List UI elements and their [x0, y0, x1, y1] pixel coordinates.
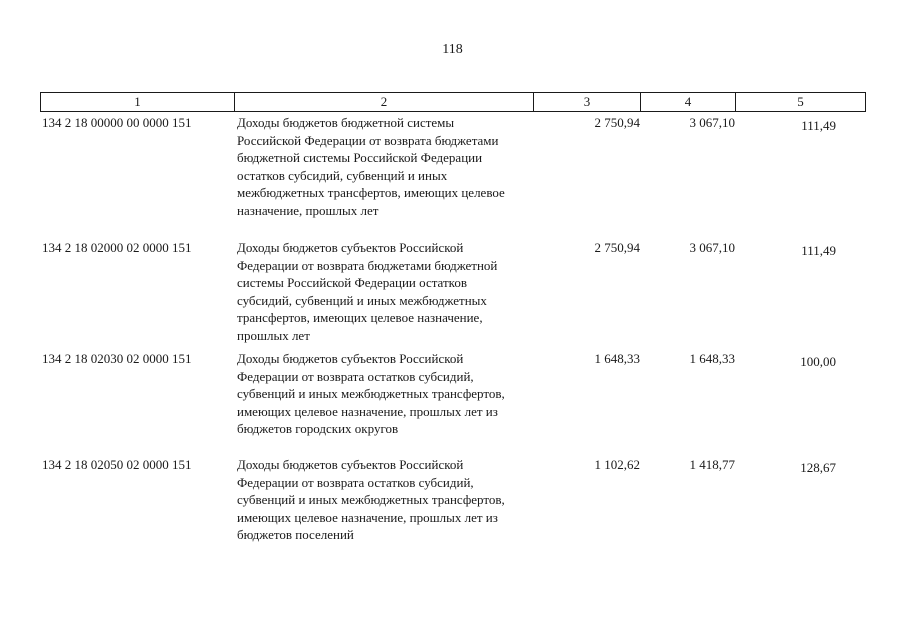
value-col5: 128,67 [800, 460, 836, 475]
description-line: системы Российской Федерации остатков [237, 275, 467, 290]
budget-code: 134 2 18 02030 02 0000 151 [42, 351, 192, 366]
value-col5: 111,49 [801, 243, 836, 258]
description-line: межбюджетных трансфертов, имеющих целевое [237, 185, 505, 200]
row-description [237, 114, 532, 219]
value-col5: 100,00 [800, 354, 836, 369]
budget-code: 134 2 18 02000 02 0000 151 [42, 240, 192, 255]
value-col3: 2 750,94 [594, 115, 640, 130]
description-line: трансфертов, имеющих целевое назначение, [237, 310, 483, 325]
budget-code: 134 2 18 02050 02 0000 151 [42, 457, 192, 472]
description-line: остатков субсидий, субвенций и иных [237, 167, 448, 183]
value-col4: 1 418,77 [689, 457, 735, 472]
value-col4: 3 067,10 [689, 115, 735, 130]
column-header-4: 4 [641, 93, 736, 111]
description-line: назначение, прошлых лет [237, 202, 379, 218]
column-header-3: 3 [534, 93, 641, 111]
description-line: субвенций и иных межбюджетных трансфертов, [237, 492, 505, 507]
description-line: Федерации от возврата остатков субсидий, [237, 368, 474, 384]
column-header-5: 5 [797, 94, 804, 109]
table-header [40, 92, 866, 112]
value-col3: 1 102,62 [594, 457, 640, 472]
value-col3: 1 648,33 [594, 351, 640, 366]
description-line: Российской Федерации от возврата бюджетами [237, 132, 499, 148]
description-line: Федерации от возврата бюджетами бюджетной [237, 257, 498, 273]
description-line: бюджетов городских округов [237, 421, 399, 436]
description-line: имеющих целевое назначение, прошлых лет из [237, 403, 498, 419]
value-col4: 3 067,10 [689, 240, 735, 255]
budget-code: 134 2 18 00000 00 0000 151 [42, 115, 192, 130]
description-line: субсидий, субвенций и иных межбюджетных [237, 292, 487, 308]
row-description [237, 350, 532, 438]
page-number: 118 [442, 42, 463, 57]
value-col3: 2 750,94 [594, 240, 640, 255]
description-line: бюджетов поселений [237, 527, 354, 542]
value-col5: 111,49 [801, 118, 836, 133]
description-line: Доходы бюджетов субъектов Российской [237, 240, 464, 255]
row-description [237, 239, 532, 344]
description-line: Доходы бюджетов бюджетной системы [237, 115, 455, 130]
description-line: прошлых лет [237, 327, 310, 343]
description-line: Доходы бюджетов субъектов Российской [237, 457, 464, 472]
column-header-2: 2 [235, 93, 534, 111]
description-line: Доходы бюджетов субъектов Российской [237, 351, 464, 366]
description-line: Федерации от возврата остатков субсидий, [237, 474, 474, 490]
value-col4: 1 648,33 [689, 351, 735, 366]
row-description [237, 456, 532, 544]
column-header-1: 1 [41, 93, 235, 111]
description-line: бюджетной системы Российской Федерации [237, 150, 483, 165]
description-line: имеющих целевое назначение, прошлых лет из [237, 509, 498, 525]
description-line: субвенций и иных межбюджетных трансфертов, [237, 386, 505, 401]
